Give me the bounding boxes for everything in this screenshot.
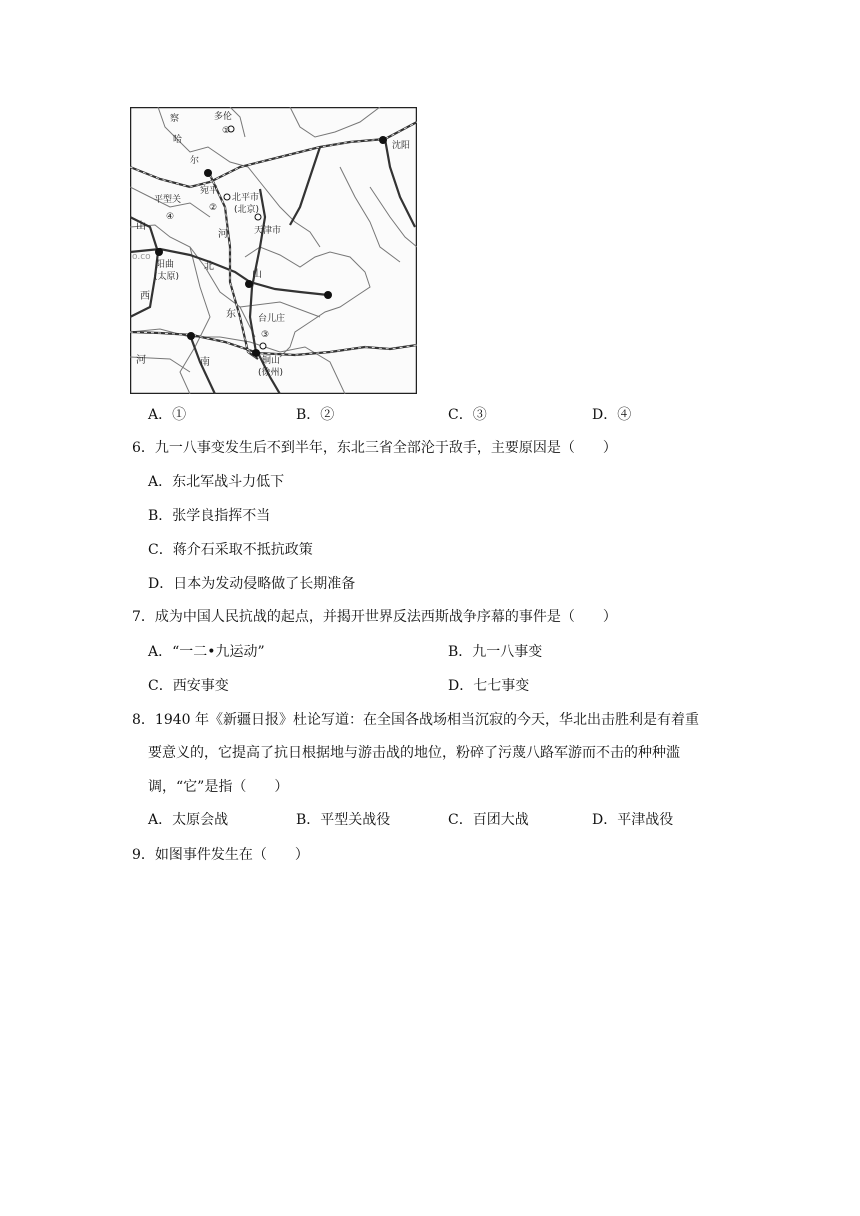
map-watermark: o.co bbox=[132, 252, 151, 262]
map-label-xuzhou: (徐州) bbox=[258, 368, 284, 378]
map-label-he-henan: 河 bbox=[136, 355, 146, 366]
q5-option-d[interactable]: D．④ bbox=[592, 407, 632, 423]
q8-option-a[interactable]: A．太原会战 bbox=[148, 812, 229, 828]
q7-stem: 7．成为中国人民抗战的起点，并揭开世界反法西斯战争序幕的事件是（ ） bbox=[132, 609, 617, 625]
q8-option-b[interactable]: B．平型关战役 bbox=[296, 812, 391, 828]
q6-stem: 6．九一八事变发生后不到半年，东北三省全部沦于敌手，主要原因是（ ） bbox=[132, 440, 617, 456]
map-label-beiping: 北平市 bbox=[232, 193, 260, 203]
map-label-tongshan: 铜山 bbox=[262, 356, 281, 366]
q5-option-c[interactable]: C．③ bbox=[448, 407, 487, 423]
map-label-shan-shandong: 山 bbox=[252, 269, 262, 280]
q8-option-d[interactable]: D．平津战役 bbox=[592, 812, 674, 828]
map-label-shenyang: 沈阳 bbox=[392, 141, 411, 151]
q8-stem-line1: 8．1940 年《新疆日报》杜论写道：在全国各战场相当沉寂的今天，华北出击胜利是有着重 bbox=[132, 712, 699, 728]
map-label-beijing: (北京) bbox=[234, 205, 260, 215]
q7-option-c[interactable]: C．西安事变 bbox=[148, 678, 229, 694]
map-label-pingxingguan: 平型关 bbox=[154, 195, 182, 205]
q8-stem-line3: 调，“它”是指（ ） bbox=[148, 779, 289, 795]
map-label-shan-west: 山 bbox=[136, 221, 146, 232]
q6-option-a[interactable]: A．东北军战斗力低下 bbox=[148, 474, 285, 490]
q6-option-c[interactable]: C．蒋介石采取不抵抗政策 bbox=[148, 542, 313, 558]
map-label-er: 尔 bbox=[190, 156, 200, 166]
map-label-num2: ② bbox=[209, 203, 218, 213]
map-label-he: 河 bbox=[218, 229, 228, 240]
map-label-ha: 哈 bbox=[173, 135, 183, 145]
q9-stem: 9．如图事件发生在（ ） bbox=[132, 847, 309, 863]
q6-option-b[interactable]: B．张学良指挥不当 bbox=[148, 508, 271, 524]
map-label-num3: ③ bbox=[261, 330, 270, 340]
map-label-taierzhuang: 台儿庄 bbox=[258, 314, 286, 324]
q8-option-c[interactable]: C．百团大战 bbox=[448, 812, 529, 828]
map-label-taiyuan: (太原) bbox=[154, 272, 180, 282]
q7-option-d[interactable]: D．七七事变 bbox=[448, 678, 530, 694]
map-label-dong: 东 bbox=[226, 309, 236, 320]
map-label-num4: ④ bbox=[166, 212, 175, 222]
q5-option-a[interactable]: A．① bbox=[148, 407, 187, 423]
map-label-cha: 察 bbox=[170, 114, 180, 124]
map-label-nan: 南 bbox=[200, 357, 210, 368]
map-label-yangqu: 阳曲 bbox=[156, 260, 175, 270]
q6-option-d[interactable]: D．日本为发动侵略做了长期准备 bbox=[148, 576, 356, 592]
map-label-num1: ① bbox=[222, 126, 231, 136]
q7-option-a[interactable]: A．“一二•九运动” bbox=[148, 644, 265, 660]
map-label-bei: 北 bbox=[204, 261, 214, 272]
historical-map bbox=[130, 107, 417, 394]
map-label-duolun: 多伦 bbox=[214, 112, 233, 122]
map-label-wanping: 宛平 bbox=[200, 186, 219, 196]
q5-option-b[interactable]: B．② bbox=[296, 407, 335, 423]
map-label-tianjin: 天津市 bbox=[254, 226, 282, 236]
q7-option-b[interactable]: B．九一八事变 bbox=[448, 644, 543, 660]
map-label-xi: 西 bbox=[140, 291, 150, 302]
q8-stem-line2: 要意义的，它提高了抗日根据地与游击战的地位，粉碎了污蔑八路军游而不击的种种滥 bbox=[148, 745, 680, 761]
